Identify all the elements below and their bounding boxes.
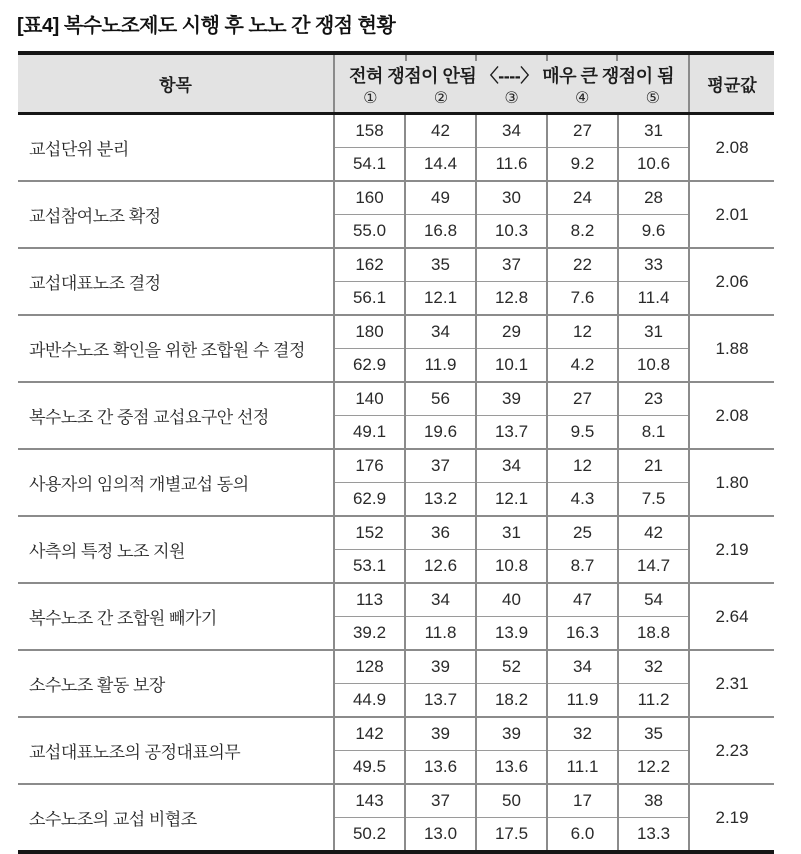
percent-cell: 4.2 (547, 349, 618, 383)
percent-cell: 12.2 (618, 751, 689, 785)
table-row (18, 114, 774, 148)
count-cell: 54 (618, 583, 689, 617)
percent-cell: 11.4 (618, 282, 689, 316)
percent-cell: 39.2 (334, 617, 405, 651)
mean-value: 2.06 (689, 248, 774, 315)
percent-cell: 10.8 (476, 550, 547, 584)
table-row (18, 650, 774, 684)
percent-cell: 12.8 (476, 282, 547, 316)
percent-cell: 17.5 (476, 818, 547, 853)
percent-cell: 50.2 (334, 818, 405, 853)
percent-cell: 9.5 (547, 416, 618, 450)
mean-value: 2.31 (689, 650, 774, 717)
scale-point-1: ① (363, 90, 378, 107)
percent-cell: 9.6 (618, 215, 689, 249)
count-cell: 42 (405, 114, 476, 148)
count-cell: 25 (547, 516, 618, 550)
percent-cell: 6.0 (547, 818, 618, 853)
percent-cell: 55.0 (334, 215, 405, 249)
item-label: 사용자의 임의적 개별교섭 동의 (18, 449, 334, 516)
count-cell: 162 (334, 248, 405, 282)
item-label: 교섭참여노조 확정 (18, 181, 334, 248)
item-label: 과반수노조 확인을 위한 조합원 수 결정 (18, 315, 334, 382)
count-cell: 152 (334, 516, 405, 550)
count-cell: 56 (405, 382, 476, 416)
issues-table (18, 51, 774, 854)
count-cell: 21 (618, 449, 689, 483)
percent-cell: 44.9 (334, 684, 405, 718)
count-cell: 22 (547, 248, 618, 282)
mean-value: 2.08 (689, 114, 774, 182)
percent-cell: 11.2 (618, 684, 689, 718)
count-cell: 37 (476, 248, 547, 282)
count-cell: 36 (405, 516, 476, 550)
mean-value: 2.23 (689, 717, 774, 784)
scale-point-5: ⑤ (645, 90, 660, 107)
count-cell: 35 (405, 248, 476, 282)
percent-cell: 13.2 (405, 483, 476, 517)
mean-value: 2.01 (689, 181, 774, 248)
percent-cell: 14.4 (405, 148, 476, 182)
count-cell: 12 (547, 315, 618, 349)
count-cell: 47 (547, 583, 618, 617)
percent-cell: 13.6 (476, 751, 547, 785)
count-cell: 37 (405, 784, 476, 818)
percent-cell: 12.6 (405, 550, 476, 584)
count-cell: 38 (618, 784, 689, 818)
count-cell: 143 (334, 784, 405, 818)
count-cell: 39 (405, 717, 476, 751)
percent-cell: 11.8 (405, 617, 476, 651)
percent-cell: 10.8 (618, 349, 689, 383)
count-cell: 142 (334, 717, 405, 751)
percent-cell: 11.9 (547, 684, 618, 718)
percent-cell: 12.1 (476, 483, 547, 517)
count-cell: 49 (405, 181, 476, 215)
mean-value: 2.19 (689, 784, 774, 852)
item-label: 소수노조의 교섭 비협조 (18, 784, 334, 852)
table-row (18, 449, 774, 483)
mean-value: 2.19 (689, 516, 774, 583)
count-cell: 24 (547, 181, 618, 215)
count-cell: 140 (334, 382, 405, 416)
count-cell: 35 (618, 717, 689, 751)
header-scale-column (334, 53, 689, 114)
table-row (18, 315, 774, 349)
percent-cell: 8.7 (547, 550, 618, 584)
percent-cell: 10.1 (476, 349, 547, 383)
percent-cell: 53.1 (334, 550, 405, 584)
mean-value: 2.64 (689, 583, 774, 650)
percent-cell: 19.6 (405, 416, 476, 450)
percent-cell: 18.8 (618, 617, 689, 651)
count-cell: 113 (334, 583, 405, 617)
percent-cell: 62.9 (334, 483, 405, 517)
count-cell: 32 (618, 650, 689, 684)
header-tick (475, 55, 477, 61)
item-label: 교섭단위 분리 (18, 114, 334, 182)
scale-points (335, 88, 688, 108)
mean-value: 1.80 (689, 449, 774, 516)
header-tick (405, 55, 407, 61)
table-row (18, 516, 774, 550)
count-cell: 31 (618, 114, 689, 148)
count-cell: 40 (476, 583, 547, 617)
percent-cell: 8.2 (547, 215, 618, 249)
percent-cell: 13.7 (476, 416, 547, 450)
percent-cell: 12.1 (405, 282, 476, 316)
percent-cell: 10.3 (476, 215, 547, 249)
percent-cell: 11.9 (405, 349, 476, 383)
count-cell: 158 (334, 114, 405, 148)
item-label: 사측의 특정 노조 지원 (18, 516, 334, 583)
count-cell: 31 (476, 516, 547, 550)
percent-cell: 13.9 (476, 617, 547, 651)
count-cell: 27 (547, 382, 618, 416)
item-label: 복수노조 간 조합원 빼가기 (18, 583, 334, 650)
count-cell: 39 (405, 650, 476, 684)
table-row (18, 583, 774, 617)
percent-cell: 9.2 (547, 148, 618, 182)
count-cell: 34 (405, 315, 476, 349)
count-cell: 31 (618, 315, 689, 349)
percent-cell: 7.5 (618, 483, 689, 517)
percent-cell: 11.1 (547, 751, 618, 785)
count-cell: 27 (547, 114, 618, 148)
count-cell: 42 (618, 516, 689, 550)
count-cell: 50 (476, 784, 547, 818)
percent-cell: 16.8 (405, 215, 476, 249)
count-cell: 12 (547, 449, 618, 483)
count-cell: 34 (476, 449, 547, 483)
header-tick (546, 55, 548, 61)
percent-cell: 62.9 (334, 349, 405, 383)
count-cell: 32 (547, 717, 618, 751)
table-row (18, 181, 774, 215)
percent-cell: 13.0 (405, 818, 476, 853)
count-cell: 176 (334, 449, 405, 483)
percent-cell: 49.5 (334, 751, 405, 785)
count-cell: 17 (547, 784, 618, 818)
count-cell: 34 (547, 650, 618, 684)
count-cell: 128 (334, 650, 405, 684)
scale-point-3: ③ (504, 90, 519, 107)
percent-cell: 49.1 (334, 416, 405, 450)
percent-cell: 10.6 (618, 148, 689, 182)
percent-cell: 14.7 (618, 550, 689, 584)
mean-value: 2.08 (689, 382, 774, 449)
count-cell: 39 (476, 382, 547, 416)
table-row (18, 784, 774, 818)
header-mean-column: 평균값 (689, 53, 774, 114)
count-cell: 34 (476, 114, 547, 148)
count-cell: 33 (618, 248, 689, 282)
table-title: [표4] 복수노조제도 시행 후 노노 간 쟁점 현황 (17, 15, 396, 37)
percent-cell: 54.1 (334, 148, 405, 182)
count-cell: 52 (476, 650, 547, 684)
header-row (18, 53, 774, 114)
count-cell: 30 (476, 181, 547, 215)
item-label: 소수노조 활동 보장 (18, 650, 334, 717)
percent-cell: 13.3 (618, 818, 689, 853)
percent-cell: 16.3 (547, 617, 618, 651)
item-label: 교섭대표노조의 공정대표의무 (18, 717, 334, 784)
percent-cell: 13.6 (405, 751, 476, 785)
count-cell: 160 (334, 181, 405, 215)
scale-label: 전혀 쟁점이 안됨 〈----〉 매우 큰 쟁점이 됨 (349, 66, 674, 86)
count-cell: 29 (476, 315, 547, 349)
item-label: 교섭대표노조 결정 (18, 248, 334, 315)
table-row (18, 248, 774, 282)
percent-cell: 11.6 (476, 148, 547, 182)
count-cell: 23 (618, 382, 689, 416)
table-row (18, 382, 774, 416)
header-item-column: 항목 (18, 53, 334, 114)
scale-point-2: ② (433, 90, 449, 107)
count-cell: 39 (476, 717, 547, 751)
count-cell: 37 (405, 449, 476, 483)
mean-value: 1.88 (689, 315, 774, 382)
percent-cell: 8.1 (618, 416, 689, 450)
table-row (18, 717, 774, 751)
percent-cell: 4.3 (547, 483, 618, 517)
percent-cell: 13.7 (405, 684, 476, 718)
percent-cell: 56.1 (334, 282, 405, 316)
header-tick (616, 55, 618, 61)
count-cell: 34 (405, 583, 476, 617)
scale-point-4: ④ (574, 90, 590, 107)
percent-cell: 18.2 (476, 684, 547, 718)
percent-cell: 7.6 (547, 282, 618, 316)
item-label: 복수노조 간 중점 교섭요구안 선정 (18, 382, 334, 449)
count-cell: 28 (618, 181, 689, 215)
count-cell: 180 (334, 315, 405, 349)
